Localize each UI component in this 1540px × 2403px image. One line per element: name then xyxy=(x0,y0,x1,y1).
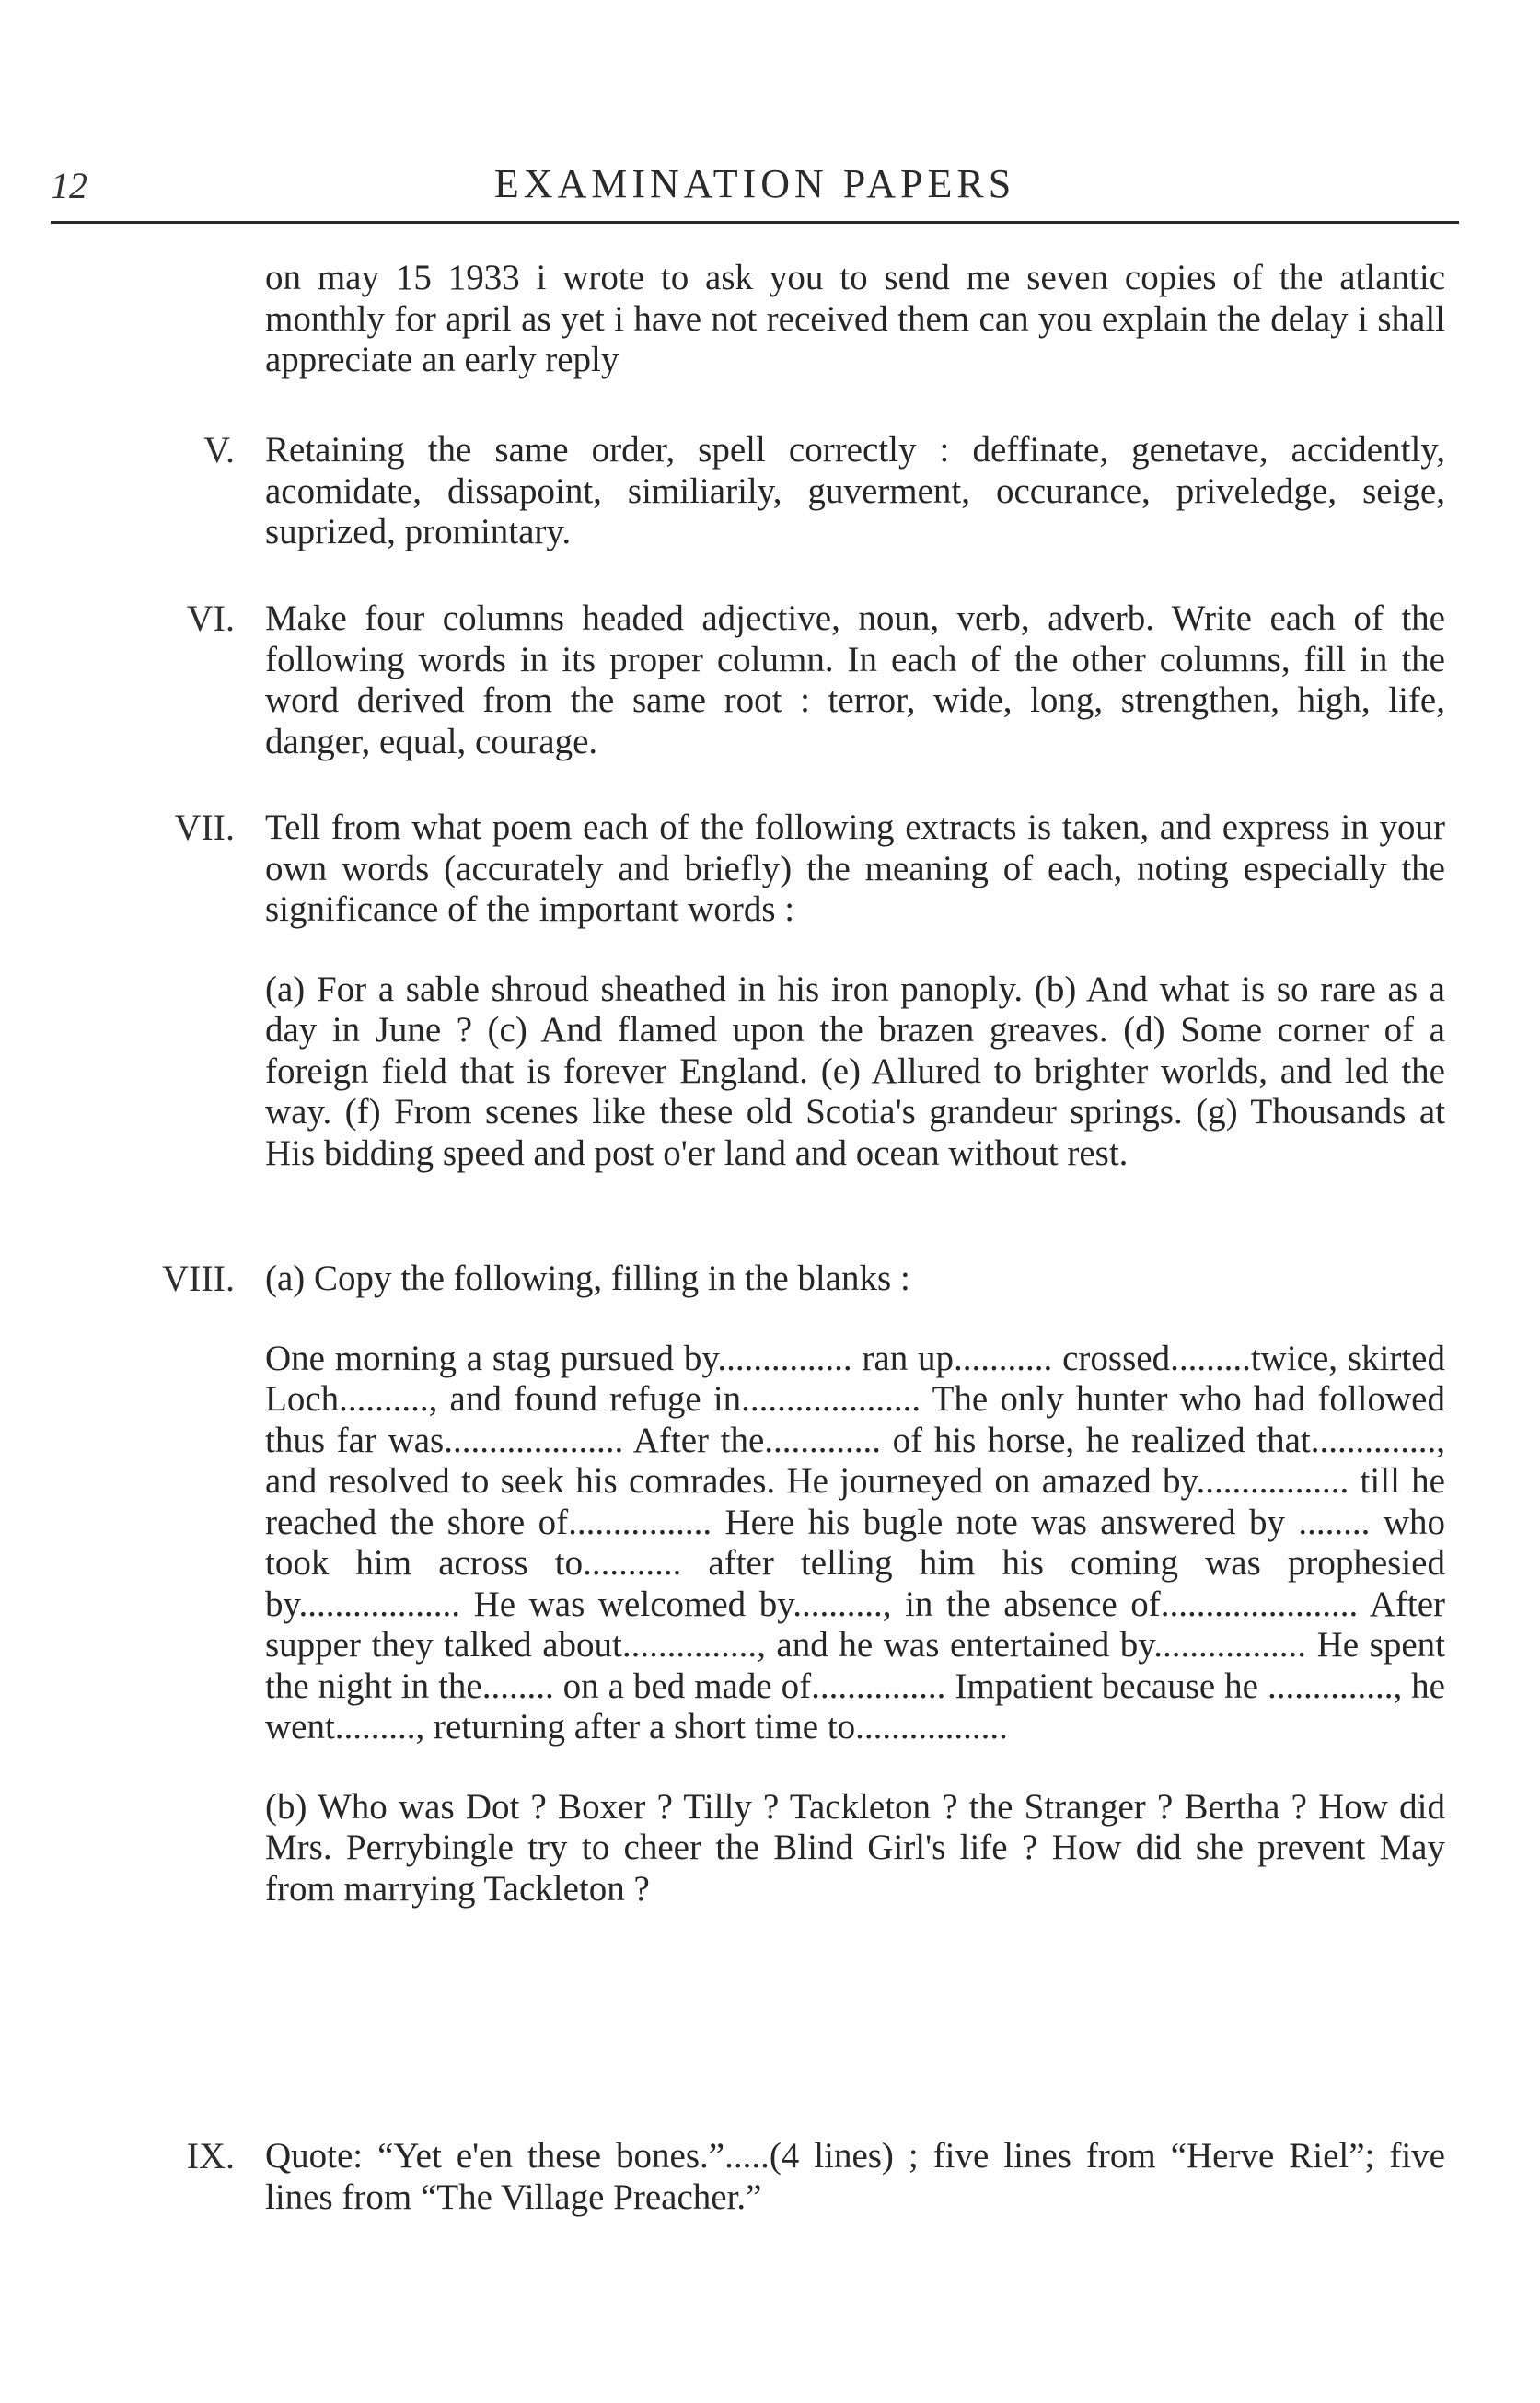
question-text xyxy=(265,2136,1445,2218)
question-text xyxy=(265,807,1445,1174)
question-text xyxy=(265,598,1445,762)
page-number: 12 xyxy=(51,165,87,206)
question-number: IX. xyxy=(186,2135,235,2177)
letter-paragraph: on may 15 1933 i wrote to ask you to send me seven copies of the atlantic monthly for april as yet i have not received them can you explain the delay i shall appreciate an early reply xyxy=(265,258,1445,379)
question-number: VIII. xyxy=(162,1258,235,1299)
question-number: V. xyxy=(203,429,235,470)
question-paragraph: Retaining the same order, spell correctly : deffinate, genetave, accidently, acomidate, dissapoint, similiarily, guverment, occurance, priveledge, seige, suprized, promintary. xyxy=(265,430,1445,551)
question-text xyxy=(265,1259,1445,1910)
question-paragraph: Quote: “Yet e'en these bones.”.....(4 lines) ; five lines from “Herve Riel”; five lines from “The Village Preacher.” xyxy=(265,2136,1445,2217)
question-number: VII. xyxy=(174,807,235,848)
fill-blanks-passage: One morning a stag pursued by............... ran up........... crossed.........twice, skirted Loch.........., and found refuge in.................... The only hunter who had followed thus far was.................... After the............. of his horse, he realized that.............., and resolved to seek his comrades. He journeyed on amazed by................. till he reached the shore of................ Here his bugle note was answered by ........ who took him across to........... after telling him his coming was prophesied by.................. He was welcomed by.........., in the absence of...................... After supper they talked about..............., and he was entertained by................. He spent the night in the........ on a bed made of............... Impatient because he .............., he went........., returning after a short time to................. xyxy=(265,1338,1445,1747)
running-title: EXAMINATION PAPERS xyxy=(493,161,1016,206)
extracts-paragraph: (a) For a sable shroud sheathed in his iron panoply. (b) And what is so rare as a day in June ? (c) And flamed upon the brazen greaves. (d) Some corner of a foreign field that is forever England. (e) Allured to brighter worlds, and led the way. (f) From scenes like these old Scotia's grandeur springs. (g) Thousands at His bidding speed and post o'er land and ocean without rest. xyxy=(265,969,1445,1173)
letter-text xyxy=(265,258,1445,381)
question-paragraph: Make four columns headed adjective, noun, verb, adverb. Write each of the following words in its proper column. In each of the other columns, fill in the word derived from the same root : terror, wide, long, strengthen, high, life, danger, equal, courage. xyxy=(265,598,1445,761)
question-paragraph: Tell from what poem each of the following extracts is taken, and express in your own words (accurately and briefly) the meaning of each, noting especially the significance of the important words : xyxy=(265,807,1445,929)
part-b-paragraph: (b) Who was Dot ? Boxer ? Tilly ? Tackleton ? the Stranger ? Bertha ? How did Mrs. Perrybingle try to cheer the Blind Girl's life ? How did she prevent May from marrying Tackleton ? xyxy=(265,1786,1445,1909)
question-text xyxy=(265,430,1445,553)
page-header xyxy=(51,157,1459,224)
part-a-instruction: (a) Copy the following, filling in the blanks : xyxy=(265,1259,910,1298)
question-number: VI. xyxy=(186,598,235,639)
